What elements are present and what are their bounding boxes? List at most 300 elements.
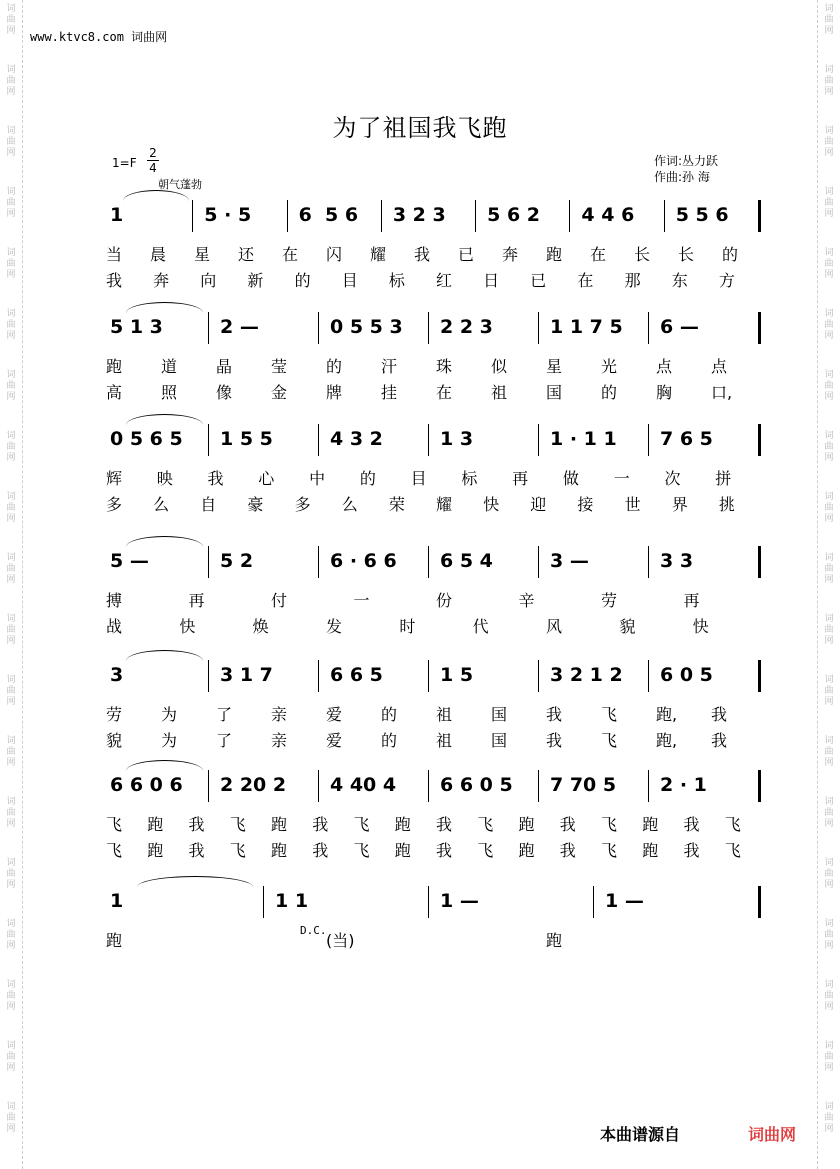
watermark-glyph: 曲	[824, 442, 834, 452]
lyric-syllable: 长	[634, 245, 651, 264]
lyric-syllable: 我	[312, 841, 329, 860]
lyric-syllable: 挑	[718, 495, 735, 514]
watermark-glyph: 词	[6, 980, 16, 990]
watermark-glyph: 词	[6, 65, 16, 75]
lyric-syllable: 飞	[106, 815, 123, 834]
lyric-line-1	[104, 704, 764, 726]
watermark-glyph: 网	[824, 636, 834, 646]
lyric-syllable: 再	[512, 469, 529, 488]
watermark-glyph: 曲	[824, 991, 834, 1001]
measure-notes: 6 · 6 6	[330, 550, 397, 572]
lyric-syllable: 辛	[518, 591, 535, 610]
measure-notes: 1 5 5	[220, 428, 273, 450]
notes-line	[104, 200, 764, 230]
lyric-syllable: 跑	[106, 931, 123, 950]
lyric-syllable: 飞	[353, 815, 370, 834]
lyric-syllable: 国	[546, 383, 563, 402]
lyric-syllable: 标	[461, 469, 478, 488]
lyric-syllable: 战	[106, 617, 123, 636]
lyric-syllable: 飞	[477, 841, 494, 860]
lyric-syllable: 我	[188, 815, 205, 834]
lyric-syllable: 目	[410, 469, 427, 488]
watermark-glyph: 词	[6, 187, 16, 197]
watermark-glyph: 曲	[824, 564, 834, 574]
lyric-syllable: (当)	[326, 931, 355, 950]
watermark-glyph: 词	[824, 1102, 834, 1112]
watermark-glyph: 网	[824, 87, 834, 97]
lyric-syllable: 我	[683, 815, 700, 834]
watermark-glyph: 网	[824, 209, 834, 219]
measure-notes: 7 6 5	[660, 428, 713, 450]
watermark-glyph-group	[0, 1102, 22, 1135]
lyric-syllable: 口,	[711, 383, 733, 402]
watermark-glyph: 网	[6, 392, 16, 402]
lyric-syllable: 再	[188, 591, 205, 610]
watermark-glyph: 词	[824, 675, 834, 685]
watermark-glyph: 网	[6, 575, 16, 585]
watermark-glyph: 词	[824, 431, 834, 441]
measure-notes: 1	[110, 204, 124, 226]
lyric-line-1	[104, 590, 764, 612]
lyric-syllable: 耀	[436, 495, 453, 514]
measure-notes: 6 6 0 6	[110, 774, 183, 796]
watermark-glyph-group	[0, 980, 22, 1013]
measure-notes: 4 40 4	[330, 774, 397, 796]
watermark-glyph: 曲	[824, 686, 834, 696]
measure-notes: 1	[110, 890, 124, 912]
key-signature: 1=F	[112, 156, 137, 170]
watermark-glyph: 网	[824, 514, 834, 524]
measure-notes: 3 1 7	[220, 664, 273, 686]
watermark-glyph: 曲	[824, 869, 834, 879]
measure-notes: 0 5 6 5	[110, 428, 183, 450]
lyric-syllable: 跑,	[656, 731, 678, 750]
measure-notes: 3 —	[550, 550, 589, 572]
lyric-syllable: 向	[200, 271, 217, 290]
lyric-syllable: 在	[436, 383, 453, 402]
watermark-glyph: 曲	[6, 198, 16, 208]
lyric-syllable: 的	[326, 357, 343, 376]
watermark-glyph: 网	[824, 453, 834, 463]
lyric-syllable: 世	[624, 495, 641, 514]
watermark-glyph-group	[818, 431, 840, 464]
watermark-glyph-group	[818, 1102, 840, 1135]
lyric-syllable: 风	[546, 617, 563, 636]
lyric-syllable: 光	[601, 357, 618, 376]
watermark-glyph: 曲	[824, 625, 834, 635]
lyric-syllable: 劳	[601, 591, 618, 610]
lyric-syllable: 闪	[326, 245, 343, 264]
measure-notes: 3	[110, 664, 124, 686]
lyric-syllable: 挂	[381, 383, 398, 402]
lyric-line-2	[104, 730, 764, 752]
watermark-glyph: 网	[6, 331, 16, 341]
watermark-glyph: 词	[824, 614, 834, 624]
lyric-syllable: 跑	[394, 841, 411, 860]
lyric-syllable: 一	[353, 591, 370, 610]
lyric-syllable: 跑	[642, 841, 659, 860]
lyric-line-2	[104, 616, 764, 638]
slur-mark	[126, 536, 203, 547]
watermark-glyph-group	[818, 492, 840, 525]
lyric-line-1	[104, 356, 764, 378]
lyric-syllable: 飞	[601, 841, 618, 860]
watermark-glyph: 网	[824, 941, 834, 951]
watermark-glyph-group	[818, 309, 840, 342]
lyric-syllable: 星	[194, 245, 211, 264]
measure-notes: 6 0 5	[660, 664, 713, 686]
watermark-glyph: 词	[6, 370, 16, 380]
lyric-line-2	[104, 494, 764, 516]
watermark-glyph: 词	[6, 1102, 16, 1112]
lyric-syllable: 牌	[326, 383, 343, 402]
watermark-glyph: 曲	[6, 1113, 16, 1123]
watermark-glyph-group	[0, 309, 22, 342]
lyric-syllable: 代	[472, 617, 489, 636]
slur-mark	[126, 760, 203, 771]
watermark-glyph: 词	[824, 126, 834, 136]
measure-notes: 1 · 1 1	[550, 428, 617, 450]
watermark-glyph: 词	[6, 675, 16, 685]
watermark-glyph: 曲	[6, 381, 16, 391]
watermark-glyph: 网	[6, 636, 16, 646]
lyric-syllable: 飞	[106, 841, 123, 860]
watermark-glyph: 网	[6, 453, 16, 463]
lyric-syllable: 一	[613, 469, 630, 488]
watermark-glyph-group	[818, 370, 840, 403]
watermark-glyph: 词	[824, 370, 834, 380]
lyric-syllable: 莹	[271, 357, 288, 376]
watermark-glyph-group	[818, 858, 840, 891]
watermark-glyph: 网	[824, 575, 834, 585]
time-bottom: 4	[147, 160, 159, 175]
watermark-glyph-group	[818, 919, 840, 952]
watermark-glyph: 网	[824, 331, 834, 341]
lyric-syllable: 我	[711, 731, 728, 750]
lyric-syllable: 跑	[394, 815, 411, 834]
watermark-glyph: 词	[6, 431, 16, 441]
measure-notes: 0 5 5 3	[330, 316, 403, 338]
lyric-syllable: 多	[294, 495, 311, 514]
measure-notes: 2 —	[220, 316, 259, 338]
watermark-glyph-group	[0, 858, 22, 891]
watermark-glyph: 词	[824, 248, 834, 258]
watermark-glyph: 词	[6, 797, 16, 807]
lyric-syllable: 飞	[601, 731, 618, 750]
watermark-glyph: 词	[6, 126, 16, 136]
lyric-syllable: 我	[546, 705, 563, 724]
lyric-syllable: 了	[216, 731, 233, 750]
measure-notes: 2 20 2	[220, 774, 287, 796]
notes-line	[104, 546, 764, 576]
lyric-syllable: 跑	[546, 931, 563, 950]
watermark-glyph: 词	[6, 248, 16, 258]
measure-notes: 4 4 6	[581, 204, 635, 226]
watermark-glyph: 曲	[6, 991, 16, 1001]
watermark-glyph: 曲	[6, 747, 16, 757]
lyric-syllable: 长	[678, 245, 695, 264]
measure-notes: 1 —	[605, 890, 644, 912]
watermark-glyph: 网	[824, 1063, 834, 1073]
lyric-syllable: 已	[530, 271, 547, 290]
lyric-syllable: 奔	[153, 271, 170, 290]
lyric-syllable: 似	[491, 357, 508, 376]
watermark-glyph: 网	[6, 26, 16, 36]
site-url[interactable]: www.ktvc8.com 词曲网	[30, 30, 168, 44]
watermark-glyph-group	[0, 65, 22, 98]
watermark-glyph: 词	[6, 492, 16, 502]
lyric-syllable: 辉	[106, 469, 123, 488]
lyric-syllable: 我	[106, 271, 123, 290]
lyric-syllable: 在	[590, 245, 607, 264]
lyric-syllable: 时	[399, 617, 416, 636]
watermark-glyph-group	[818, 797, 840, 830]
watermark-glyph: 词	[6, 4, 16, 14]
lyric-line-2	[104, 382, 764, 404]
lyric-syllable: 的	[359, 469, 376, 488]
watermark-glyph: 网	[824, 26, 834, 36]
watermark-glyph-group	[0, 614, 22, 647]
lyric-syllable: 再	[683, 591, 700, 610]
lyric-syllable: 我	[559, 841, 576, 860]
lyric-syllable: 亲	[271, 705, 288, 724]
watermark-glyph: 网	[6, 758, 16, 768]
lyric-syllable: 国	[491, 705, 508, 724]
watermark-glyph: 曲	[6, 808, 16, 818]
watermark-glyph: 词	[6, 858, 16, 868]
footer-source-text: 本曲谱源自	[600, 1125, 681, 1144]
lyric-syllable: 奔	[502, 245, 519, 264]
lyric-syllable: 我	[683, 841, 700, 860]
measure-notes: 3 2 3	[392, 204, 446, 226]
lyric-syllable: 标	[388, 271, 405, 290]
watermark-glyph: 词	[6, 553, 16, 563]
lyric-syllable: 我	[711, 705, 728, 724]
watermark-glyph-group	[0, 919, 22, 952]
watermark-glyph-group	[818, 1041, 840, 1074]
watermark-glyph: 曲	[6, 1052, 16, 1062]
lyric-syllable: 飞	[724, 815, 741, 834]
watermark-glyph-group	[0, 187, 22, 220]
measure-notes: 3 2 1 2	[550, 664, 623, 686]
watermark-glyph: 曲	[824, 76, 834, 86]
lyric-syllable: 跑	[106, 357, 123, 376]
watermark-glyph: 网	[824, 148, 834, 158]
watermark-glyph: 曲	[824, 15, 834, 25]
watermark-glyph: 曲	[824, 930, 834, 940]
notes-line	[104, 886, 764, 916]
lyric-syllable: 祖	[436, 731, 453, 750]
measure-notes: 5 2	[220, 550, 254, 572]
lyric-line-2	[104, 840, 764, 862]
lyric-syllable: 劳	[106, 705, 123, 724]
measure-notes: 2 · 1	[660, 774, 707, 796]
lyric-syllable: 晨	[150, 245, 167, 264]
watermark-glyph: 词	[824, 4, 834, 14]
time-signature	[147, 146, 159, 175]
lyric-line-2	[104, 270, 764, 292]
lyric-syllable: 我	[546, 731, 563, 750]
watermark-glyph: 词	[824, 1041, 834, 1051]
lyric-syllable: 映	[156, 469, 173, 488]
watermark-glyph: 词	[824, 309, 834, 319]
lyric-syllable: 当	[106, 245, 123, 264]
watermark-glyph: 曲	[6, 686, 16, 696]
watermark-glyph-group	[818, 65, 840, 98]
watermark-glyph: 曲	[824, 747, 834, 757]
watermark-glyph: 词	[824, 797, 834, 807]
lyric-syllable: 貌	[619, 617, 636, 636]
measure-notes: 5 · 5	[204, 204, 252, 226]
watermark-glyph: 词	[824, 65, 834, 75]
lyric-syllable: 么	[341, 495, 358, 514]
watermark-glyph: 词	[6, 736, 16, 746]
lyric-syllable: 祖	[436, 705, 453, 724]
lyric-syllable: 道	[161, 357, 178, 376]
watermark-glyph: 网	[6, 819, 16, 829]
watermark-glyph: 曲	[6, 320, 16, 330]
lyric-syllable: 我	[559, 815, 576, 834]
lyric-syllable: 貌	[106, 731, 123, 750]
lyric-syllable: 在	[282, 245, 299, 264]
watermark-glyph: 曲	[824, 137, 834, 147]
measure-notes: 7 70 5	[550, 774, 617, 796]
lyric-syllable: 已	[458, 245, 475, 264]
lyric-syllable: 我	[312, 815, 329, 834]
lyric-syllable: 飞	[601, 815, 618, 834]
lyric-syllable: 焕	[252, 617, 269, 636]
composer-credit: 作曲:孙 海	[654, 170, 710, 184]
watermark-glyph-group	[818, 675, 840, 708]
lyric-syllable: 次	[664, 469, 681, 488]
lyric-syllable: 点	[656, 357, 673, 376]
lyric-line-1	[104, 930, 764, 952]
lyric-syllable: 红	[436, 271, 453, 290]
watermark-glyph: 网	[6, 148, 16, 158]
watermark-glyph: 网	[824, 1002, 834, 1012]
notes-line	[104, 770, 764, 800]
slur-mark	[126, 414, 203, 425]
lyric-syllable: 的	[381, 731, 398, 750]
watermark-glyph-group	[0, 431, 22, 464]
lyric-syllable: 跑	[518, 815, 535, 834]
watermark-glyph-group	[0, 675, 22, 708]
measure-notes: 1 5	[440, 664, 474, 686]
watermark-glyph: 网	[6, 697, 16, 707]
watermark-glyph: 曲	[6, 442, 16, 452]
measure-notes: 1 —	[440, 890, 479, 912]
lyric-syllable: 的	[601, 383, 618, 402]
time-top: 2	[149, 146, 157, 160]
lyric-syllable: 星	[546, 357, 563, 376]
lyric-syllable: 目	[341, 271, 358, 290]
lyric-syllable: 拼	[715, 469, 732, 488]
lyric-syllable: 中	[309, 469, 326, 488]
watermark-glyph: 曲	[6, 137, 16, 147]
lyric-syllable: 爱	[326, 731, 343, 750]
song-title: 为了祖国我飞跑	[332, 114, 508, 142]
lyric-syllable: 跑	[518, 841, 535, 860]
watermark-glyph-group	[818, 980, 840, 1013]
lyric-syllable: 飞	[229, 841, 246, 860]
tempo-marking: 朝气蓬勃	[158, 178, 202, 191]
watermark-glyph: 曲	[6, 15, 16, 25]
lyric-syllable: 份	[436, 591, 453, 610]
watermark-glyph-group	[818, 736, 840, 769]
lyric-syllable: 迎	[530, 495, 547, 514]
lyric-syllable: 跑	[546, 245, 563, 264]
measure-notes: 5 1 3	[110, 316, 163, 338]
watermark-glyph: 网	[6, 941, 16, 951]
measure-notes: 6 6 5	[330, 664, 383, 686]
slur-mark	[126, 650, 203, 661]
lyric-syllable: 跑	[271, 841, 288, 860]
measure-notes: 6 —	[660, 316, 699, 338]
lyric-syllable: 接	[577, 495, 594, 514]
watermark-glyph: 网	[6, 1063, 16, 1073]
lyric-syllable: 我	[414, 245, 431, 264]
lyric-syllable: 界	[671, 495, 688, 514]
measure-notes: 6 5 6	[298, 204, 359, 226]
watermark-glyph: 曲	[6, 869, 16, 879]
watermark-glyph: 曲	[824, 259, 834, 269]
measure-notes: 1 1 7 5	[550, 316, 623, 338]
watermark-glyph: 词	[824, 736, 834, 746]
watermark-glyph-group	[0, 492, 22, 525]
lyric-syllable: 我	[436, 815, 453, 834]
lyric-syllable: 晶	[216, 357, 233, 376]
watermark-glyph-group	[0, 736, 22, 769]
watermark-glyph-group	[0, 4, 22, 37]
watermark-glyph-group	[0, 248, 22, 281]
notes-line	[104, 660, 764, 690]
lyric-syllable: 跑	[147, 815, 164, 834]
watermark-glyph: 曲	[824, 808, 834, 818]
watermark-glyph: 网	[824, 392, 834, 402]
slur-mark	[126, 302, 203, 313]
watermark-glyph: 曲	[6, 76, 16, 86]
watermark-glyph: 网	[6, 1002, 16, 1012]
watermark-glyph: 词	[824, 980, 834, 990]
watermark-glyph: 曲	[824, 1052, 834, 1062]
measure-notes: 1 1	[275, 890, 309, 912]
lyric-syllable: 飞	[477, 815, 494, 834]
lyric-syllable: 做	[562, 469, 579, 488]
lyric-syllable: 跑	[147, 841, 164, 860]
watermark-glyph: 曲	[6, 564, 16, 574]
lyric-syllable: 付	[271, 591, 288, 610]
lyric-syllable: 像	[216, 383, 233, 402]
watermark-glyph: 词	[6, 614, 16, 624]
lyric-syllable: 的	[294, 271, 311, 290]
lyric-syllable: 快	[179, 617, 196, 636]
measure-notes: 1 3	[440, 428, 474, 450]
notes-line	[104, 312, 764, 342]
measure-notes: 5 6 2	[487, 204, 541, 226]
watermark-glyph: 网	[6, 270, 16, 280]
lyric-syllable: 还	[238, 245, 255, 264]
lyric-syllable: 自	[200, 495, 217, 514]
footer-brand-link[interactable]: 词曲网	[748, 1125, 797, 1144]
watermark-glyph-group	[818, 248, 840, 281]
lyric-syllable: 多	[106, 495, 123, 514]
measure-notes: 5 5 6	[675, 204, 729, 226]
watermark-glyph: 曲	[824, 503, 834, 513]
lyric-syllable: 我	[436, 841, 453, 860]
lyric-syllable: 荣	[388, 495, 405, 514]
watermark-glyph: 曲	[6, 503, 16, 513]
lyric-syllable: 了	[216, 705, 233, 724]
